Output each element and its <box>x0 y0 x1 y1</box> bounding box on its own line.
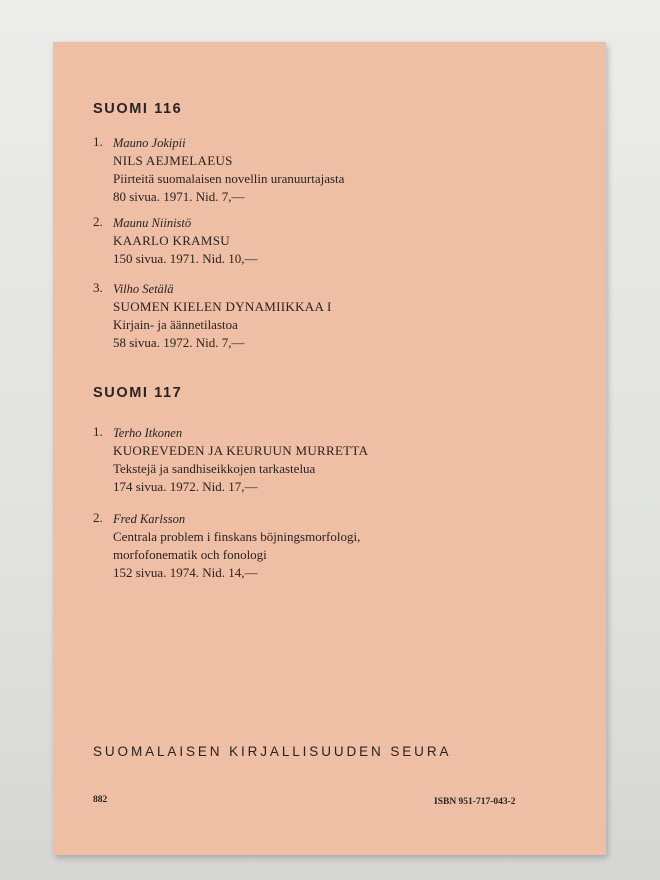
entry-details: 150 sivua. 1971. Nid. 10,— <box>113 251 258 266</box>
publisher-name: SUOMALAISEN KIRJALLISUUDEN SEURA <box>93 744 452 759</box>
entry-subtitle: Kirjain- ja äännetilastoa <box>113 317 238 332</box>
entry-title: SUOMEN KIELEN DYNAMIIKKAA I <box>113 299 332 314</box>
catalog-code: 882 <box>93 795 108 805</box>
entry-number: 3. <box>93 280 103 295</box>
entry-number: 2. <box>93 214 103 229</box>
isbn: ISBN 951-717-043-2 <box>434 797 516 807</box>
entry-title: Centrala problem i finskans böjningsmorfologi, <box>113 529 361 544</box>
entry-title: KAARLO KRAMSU <box>113 233 230 248</box>
entry-details: 58 sivua. 1972. Nid. 7,— <box>113 335 245 350</box>
book-entry <box>93 280 543 352</box>
entry-number: 1. <box>93 134 103 149</box>
book-entry <box>93 134 543 206</box>
entry-number: 2. <box>93 510 103 525</box>
entry-subtitle: Tekstejä ja sandhiseikkojen tarkastelua <box>113 461 316 476</box>
entry-details: 80 sivua. 1971. Nid. 7,— <box>113 189 245 204</box>
entry-number: 1. <box>93 424 103 439</box>
entry-author: Maunu Niinistö <box>113 216 192 230</box>
entry-subtitle: morfofonematik och fonologi <box>113 547 267 562</box>
entry-subtitle: Piirteitä suomalaisen novellin uranuurtajasta <box>113 171 345 186</box>
entry-title: KUOREVEDEN JA KEURUUN MURRETTA <box>113 443 369 458</box>
book-entry <box>93 424 543 496</box>
series-heading-suomi-117: SUOMI 117 <box>93 385 183 401</box>
book-entry <box>93 214 543 268</box>
entry-author: Vilho Setälä <box>113 282 174 296</box>
series-heading-suomi-116: SUOMI 116 <box>93 101 183 117</box>
entry-title: NILS AEJMELAEUS <box>113 153 233 168</box>
book-entry <box>93 510 543 582</box>
entry-author: Mauno Jokipii <box>113 136 186 150</box>
entry-author: Terho Itkonen <box>113 426 183 440</box>
entry-details: 174 sivua. 1972. Nid. 17,— <box>113 479 258 494</box>
entry-details: 152 sivua. 1974. Nid. 14,— <box>113 565 258 580</box>
entry-author: Fred Karlsson <box>113 512 186 526</box>
